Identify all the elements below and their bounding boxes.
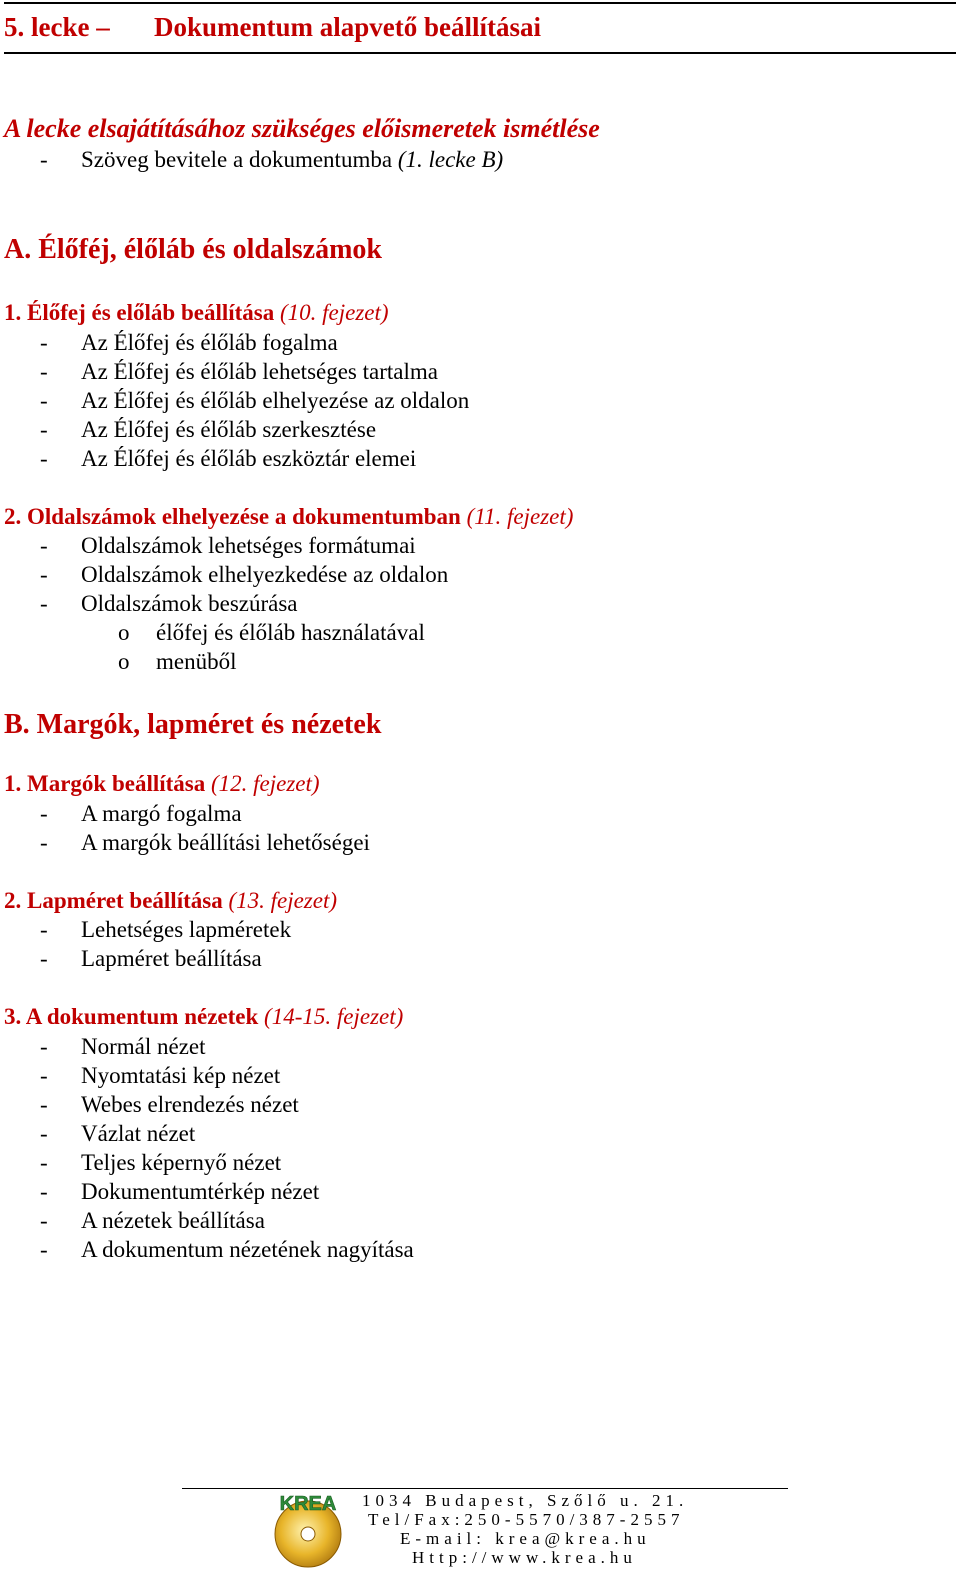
list-item-text: Az Élőfej és élőláb lehetséges tartalma	[81, 359, 438, 384]
list-item	[40, 946, 262, 972]
list-item	[40, 801, 242, 827]
sub-list-item-text: menüből	[156, 649, 237, 674]
list-item-text: A margók beállítási lehetőségei	[81, 830, 370, 855]
list-item	[40, 591, 298, 617]
dash-bullet: -	[40, 830, 48, 855]
lesson-number: 5. lecke –	[4, 12, 110, 42]
list-item-text: Webes elrendezés nézet	[81, 1092, 299, 1117]
list-item-text: A nézetek beállítása	[81, 1208, 265, 1233]
page-title: Dokumentum alapvető beállításai	[154, 12, 542, 42]
prereq-item-ref: (1. lecke B)	[397, 147, 504, 172]
list-item	[40, 1237, 414, 1263]
section-chapter: (12. fejezet)	[205, 771, 320, 796]
dash-bullet: -	[40, 946, 48, 971]
list-item-text: Az Élőfej és élőláb elhelyezése az oldalon	[81, 388, 470, 413]
dash-bullet: -	[40, 562, 48, 587]
list-item-text: Oldalszámok elhelyezkedése az oldalon	[81, 562, 449, 587]
dash-bullet: -	[40, 1092, 48, 1117]
dash-bullet: -	[40, 330, 48, 355]
list-item	[40, 917, 291, 943]
list-item-text: A margó fogalma	[81, 801, 242, 826]
prereq-item-text: Szöveg bevitele a dokumentumba	[81, 147, 398, 172]
section-heading	[4, 1004, 403, 1030]
list-item	[40, 1150, 281, 1176]
list-item-text: A dokumentum nézetének nagyítása	[81, 1237, 414, 1262]
dash-bullet: -	[40, 359, 48, 384]
list-item	[40, 359, 438, 385]
krea-logo-text: KREA	[279, 1493, 337, 1515]
dash-bullet: -	[40, 801, 48, 826]
header-rule	[4, 52, 956, 54]
dash-bullet: -	[40, 1208, 48, 1233]
dash-bullet: -	[40, 446, 48, 471]
list-item-text: Nyomtatási kép nézet	[81, 1063, 281, 1088]
prereq-item	[40, 147, 503, 173]
list-item-text: Lehetséges lapméretek	[81, 917, 292, 942]
sub-list-item	[118, 620, 425, 646]
part-a-title: A. Élőféj, élőláb és oldalszámok	[4, 234, 382, 265]
part-b-title: B. Margók, lapméret és nézetek	[4, 709, 382, 740]
dash-bullet: -	[40, 147, 48, 172]
sub-list-item	[118, 649, 237, 675]
dash-bullet: -	[40, 1179, 48, 1204]
dash-bullet: -	[40, 1237, 48, 1262]
list-item	[40, 417, 376, 443]
list-item-text: Dokumentumtérkép nézet	[81, 1179, 320, 1204]
section-title: 2. Oldalszámok elhelyezése a dokumentumban	[4, 504, 461, 529]
list-item	[40, 1208, 265, 1234]
list-item-text: Teljes képernyő nézet	[81, 1150, 282, 1175]
dash-bullet: -	[40, 1034, 48, 1059]
list-item	[40, 1092, 299, 1118]
list-item-text: Az Élőfej és élőláb fogalma	[81, 330, 338, 355]
section-heading	[4, 888, 337, 914]
list-item-text: Oldalszámok lehetséges formátumai	[81, 533, 416, 558]
dash-bullet: -	[40, 1063, 48, 1088]
list-item	[40, 562, 448, 588]
footer-address: 1034 Budapest, Szőlő u. 21.	[362, 1491, 689, 1510]
section-title: 1. Élőfej és előláb beállítása	[4, 300, 275, 325]
list-item-text: Vázlat nézet	[81, 1121, 196, 1146]
dash-bullet: -	[40, 388, 48, 413]
list-item-text: Az Élőfej és élőláb eszköztár elemei	[81, 446, 417, 471]
circle-bullet: o	[118, 620, 130, 645]
list-item	[40, 1179, 319, 1205]
list-item	[40, 533, 416, 559]
krea-logo-graphic	[266, 1488, 350, 1568]
list-item-text: Az Élőfej és élőláb szerkesztése	[81, 417, 377, 442]
section-chapter: (10. fejezet)	[274, 300, 389, 325]
prereq-heading: A lecke elsajátításához szükséges előismeretek ismétlése	[4, 114, 600, 143]
list-item	[40, 1063, 280, 1089]
circle-bullet: o	[118, 649, 130, 674]
list-item-text: Oldalszámok beszúrása	[81, 591, 298, 616]
list-item	[40, 446, 416, 472]
sub-list-item-text: élőfej és élőláb használatával	[156, 620, 425, 645]
section-heading	[4, 300, 389, 326]
list-item	[40, 830, 370, 856]
footer-phone: Tel/Fax:250-5570/387-2557	[368, 1510, 685, 1529]
dash-bullet: -	[40, 417, 48, 442]
list-item	[40, 330, 338, 356]
dash-bullet: -	[40, 1150, 48, 1175]
list-item-text: Lapméret beállítása	[81, 946, 262, 971]
section-chapter: (14-15. fejezet)	[258, 1004, 404, 1029]
list-item-text: Normál nézet	[81, 1034, 206, 1059]
section-heading	[4, 771, 320, 797]
list-item	[40, 1121, 195, 1147]
section-chapter: (11. fejezet)	[460, 504, 574, 529]
footer-email: E-mail: krea@krea.hu	[400, 1529, 651, 1548]
dash-bullet: -	[40, 1121, 48, 1146]
dash-bullet: -	[40, 917, 48, 942]
dash-bullet: -	[40, 591, 48, 616]
footer-website: Http://www.krea.hu	[412, 1548, 637, 1567]
dash-bullet: -	[40, 533, 48, 558]
list-item	[40, 1034, 206, 1060]
section-title: 1. Margók beállítása	[4, 771, 206, 796]
section-title: 2. Lapméret beállítása	[4, 888, 223, 913]
top-rule	[4, 2, 956, 4]
section-chapter: (13. fejezet)	[222, 888, 338, 913]
krea-logo	[266, 1488, 350, 1568]
list-item	[40, 388, 469, 414]
section-heading	[4, 504, 573, 530]
section-title: 3. A dokumentum nézetek	[4, 1004, 259, 1029]
